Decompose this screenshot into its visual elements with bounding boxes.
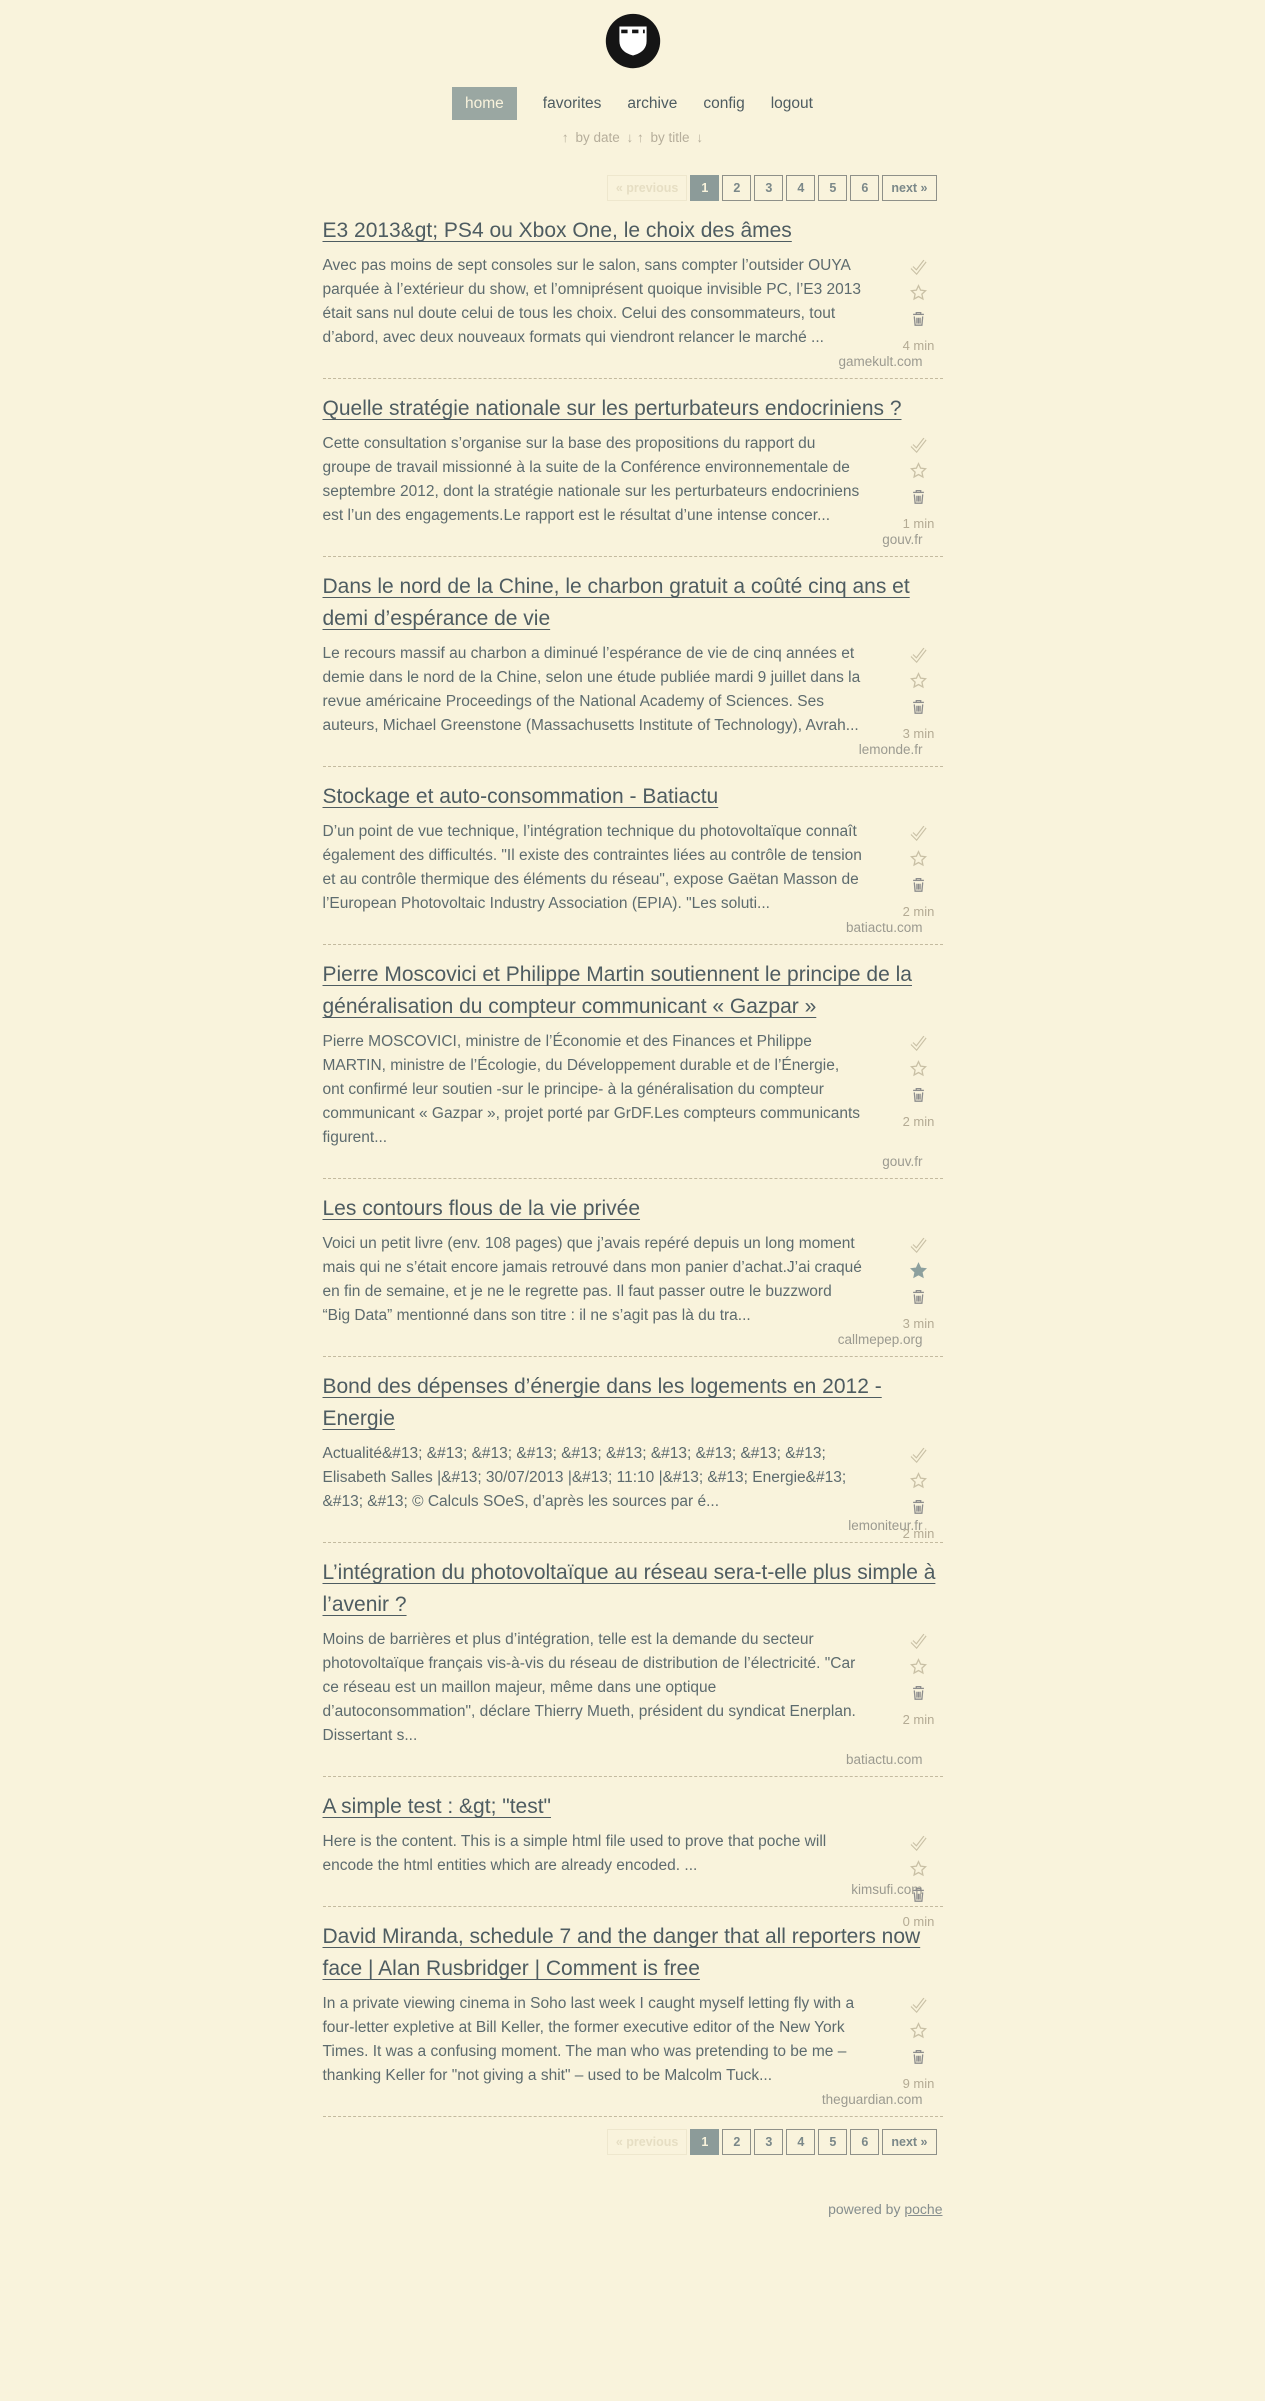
article-tools bbox=[897, 646, 941, 741]
article-body bbox=[322, 642, 943, 741]
reading-time: 2 min bbox=[902, 1526, 935, 1541]
page-number[interactable]: 5 bbox=[818, 175, 847, 201]
mark-read-button[interactable] bbox=[897, 1034, 941, 1060]
article-title bbox=[323, 1371, 943, 1435]
star-icon bbox=[910, 284, 927, 301]
check-icon bbox=[910, 1446, 927, 1463]
delete-button[interactable] bbox=[897, 2048, 941, 2074]
article-body bbox=[322, 1992, 943, 2091]
mark-read-button[interactable] bbox=[897, 1996, 941, 2022]
reading-time: 2 min bbox=[902, 1114, 935, 1129]
sort-by-title-label: by title bbox=[650, 130, 690, 145]
star-icon bbox=[910, 2022, 927, 2039]
article-title-link[interactable]: E3 2013&gt; PS4 ou Xbox One, le choix des âmes bbox=[322, 219, 792, 242]
source-domain: lemoniteur.fr bbox=[848, 1518, 923, 1533]
page-number[interactable]: 1 bbox=[690, 175, 719, 201]
page-number[interactable]: 5 bbox=[818, 2129, 847, 2155]
article-title bbox=[323, 1921, 943, 1985]
article-excerpt: In a private viewing cinema in Soho last week I caught myself letting fly with a four-letter expletive at Bill Keller, the former executive editor of the New York Times. It was a confusing moment. The man who was pretending to be me – thanking Keller for "not giving a shit" – used to be Malcolm Tuck... bbox=[322, 1995, 855, 2084]
page-number[interactable]: 2 bbox=[722, 175, 751, 201]
article-excerpt: Pierre MOSCOVICI, ministre de l’Économie et des Finances et Philippe MARTIN, ministre de l’Écologie, du Développement durable et de l’Énergie, ont confirmé leur soutien -sur le principe- à la généralisation du compteur communicant « Gazpar », projet porté par GrDF.Les compteurs communicants figurent... bbox=[322, 1033, 861, 1146]
article-body bbox=[323, 1030, 943, 1150]
article-title bbox=[323, 571, 943, 635]
article-entry bbox=[323, 215, 943, 379]
article-title-link[interactable]: L’intégration du photovoltaïque au réseau sera-t-elle plus simple à l’avenir ? bbox=[322, 1561, 936, 1616]
poche-pocket-logo-icon bbox=[604, 12, 662, 70]
article-excerpt: Actualité&#13; &#13; &#13; &#13; &#13; &#13; &#13; &#13; &#13; &#13; Elisabeth Salles |&#13; 30/07/2013 |&#13; 11:10 |&#13; &#13; Energie&#13; &#13; &#13; © Calculs SOeS, d’après les sources par é... bbox=[322, 1445, 847, 1510]
article-entry bbox=[323, 1371, 943, 1543]
article-tools bbox=[897, 1236, 941, 1331]
article-body bbox=[323, 1628, 943, 1748]
next-page-button[interactable]: next » bbox=[882, 175, 936, 201]
reading-time: 2 min bbox=[902, 904, 935, 919]
article-title bbox=[323, 215, 943, 247]
reading-time: 1 min bbox=[902, 516, 935, 531]
page-number[interactable]: 1 bbox=[690, 2129, 719, 2155]
mark-read-button[interactable] bbox=[897, 646, 941, 672]
star-icon bbox=[910, 1060, 927, 1077]
delete-button[interactable] bbox=[897, 488, 941, 514]
favorite-button[interactable] bbox=[897, 462, 941, 488]
article-tools bbox=[897, 1034, 941, 1129]
article-tools bbox=[897, 436, 941, 531]
next-page-button[interactable]: next » bbox=[882, 2129, 936, 2155]
star-icon bbox=[910, 1658, 927, 1675]
mark-read-button[interactable] bbox=[897, 824, 941, 850]
sort-by-date-label: by date bbox=[575, 130, 620, 145]
footer bbox=[323, 2155, 943, 2233]
delete-button[interactable] bbox=[897, 698, 941, 724]
header bbox=[323, 12, 943, 145]
trash-icon bbox=[910, 1498, 927, 1515]
favorite-button[interactable] bbox=[897, 672, 941, 698]
page-container bbox=[323, 0, 943, 2233]
source-domain: gouv.fr bbox=[882, 532, 923, 547]
sort-bar bbox=[323, 130, 943, 145]
star-icon bbox=[910, 1472, 927, 1489]
reading-time: 9 min bbox=[902, 2076, 935, 2091]
article-excerpt: Le recours massif au charbon a diminué l’espérance de vie de cinq années et demie dans le nord de la Chine, selon une étude publiée mardi 9 juillet dans la revue américaine Proceedings of the National Academy of Sciences. Ses auteurs, Michael Greenstone (Massachusetts Institute of Technology), Avrah... bbox=[322, 645, 861, 734]
sort-title-asc-button[interactable] bbox=[637, 130, 644, 145]
article-body bbox=[322, 254, 943, 353]
check-icon bbox=[910, 824, 927, 841]
powered-by-label: powered by bbox=[828, 2201, 901, 2217]
article-entry bbox=[323, 959, 943, 1179]
nav-item-home[interactable]: home bbox=[452, 87, 517, 120]
article-excerpt: Avec pas moins de sept consoles sur le salon, sans compter l’outsider OUYA parquée à l’extérieur du show, et l’omniprésent quoique invisible PC, l’E3 2013 était sans nul doute celui de tous les choix. Celui des consommateurs, tout d’abord, avec deux nouveaux formats qui viendront relancer le marché ... bbox=[322, 257, 862, 346]
check-icon bbox=[910, 646, 927, 663]
source-domain: gamekult.com bbox=[838, 354, 923, 369]
delete-button[interactable] bbox=[897, 1086, 941, 1112]
trash-icon bbox=[910, 1886, 927, 1903]
pagination-bottom bbox=[323, 2129, 943, 2155]
reading-time: 3 min bbox=[902, 1316, 935, 1331]
page-number-list bbox=[687, 2135, 879, 2149]
page-number[interactable]: 3 bbox=[754, 175, 783, 201]
delete-button[interactable] bbox=[897, 1886, 941, 1912]
article-title bbox=[323, 1193, 943, 1225]
page-number[interactable]: 3 bbox=[754, 2129, 783, 2155]
trash-icon bbox=[910, 876, 927, 893]
nav-item-config[interactable]: config bbox=[703, 95, 745, 112]
sort-date-asc-button[interactable] bbox=[562, 130, 569, 145]
source-domain: callmepep.org bbox=[837, 1332, 923, 1347]
favorite-button[interactable] bbox=[897, 2022, 941, 2048]
mark-read-button[interactable] bbox=[897, 1834, 941, 1860]
favorite-button[interactable] bbox=[897, 850, 941, 876]
article-tools bbox=[897, 1834, 941, 1929]
delete-button[interactable] bbox=[897, 310, 941, 336]
delete-button[interactable] bbox=[897, 1498, 941, 1524]
source-domain: kimsufi.com bbox=[851, 1882, 923, 1897]
reading-time: 4 min bbox=[902, 338, 935, 353]
trash-icon bbox=[910, 310, 927, 327]
poche-link[interactable]: poche bbox=[904, 2201, 943, 2217]
trash-icon bbox=[910, 1288, 927, 1305]
delete-button[interactable] bbox=[897, 1684, 941, 1710]
main-nav bbox=[323, 95, 943, 113]
nav-item-logout[interactable]: logout bbox=[770, 95, 813, 112]
mark-read-button[interactable] bbox=[897, 1236, 941, 1262]
previous-page-button[interactable]: « previous bbox=[607, 2129, 688, 2155]
article-title bbox=[323, 959, 943, 1023]
sort-date-desc-button[interactable] bbox=[627, 130, 634, 145]
arrow-down-icon: ↓ bbox=[696, 130, 704, 145]
nav-item-archive[interactable]: archive bbox=[627, 95, 678, 112]
trash-icon bbox=[910, 698, 927, 715]
article-excerpt: Here is the content. This is a simple html file used to prove that poche will encode the html entities which are already encoded. ... bbox=[322, 1833, 827, 1874]
article-entry bbox=[323, 393, 943, 557]
mark-read-button[interactable] bbox=[897, 436, 941, 462]
check-icon bbox=[910, 258, 927, 275]
check-icon bbox=[910, 1034, 927, 1051]
article-title bbox=[323, 1791, 943, 1823]
favorite-button[interactable] bbox=[897, 1472, 941, 1498]
article-excerpt: D’un point de vue technique, l’intégration technique du photovoltaïque connaît également des difficultés. "Il existe des contraintes liées au contrôle de tension et au contrôle thermique des éléments du réseau", expose Gaëtan Masson de l’European Photovoltaic Industry Association (EPIA). "Les soluti... bbox=[322, 823, 862, 912]
check-icon bbox=[910, 436, 927, 453]
arrow-up-icon: ↑ bbox=[561, 130, 569, 145]
article-tools bbox=[897, 1996, 941, 2091]
article-excerpt: Moins de barrières et plus d’intégration, telle est la demande du secteur photovoltaïque français vis-à-vis du réseau de distribution de l’électricité. "Car ce réseau est un maillon majeur, même dans une optique d’autoconsommation", déclare Thierry Mueth, président du syndicat Enerplan. Dissertant s... bbox=[322, 1631, 856, 1744]
reading-time: 2 min bbox=[902, 1712, 935, 1727]
favorite-button[interactable] bbox=[897, 1262, 941, 1288]
trash-icon bbox=[910, 2048, 927, 2065]
poche-logo bbox=[604, 12, 662, 70]
delete-button[interactable] bbox=[897, 876, 941, 902]
article-title bbox=[323, 393, 943, 425]
source-domain: batiactu.com bbox=[845, 920, 923, 935]
article-entry bbox=[323, 1193, 943, 1357]
mark-read-button[interactable] bbox=[897, 1446, 941, 1472]
article-tools bbox=[897, 1632, 941, 1727]
favorite-button[interactable] bbox=[897, 284, 941, 310]
article-list bbox=[323, 215, 943, 2117]
favorite-button[interactable] bbox=[897, 1860, 941, 1886]
source-domain: batiactu.com bbox=[845, 1752, 923, 1767]
favorite-button[interactable] bbox=[897, 1060, 941, 1086]
check-icon bbox=[910, 1632, 927, 1649]
article-body bbox=[322, 820, 943, 919]
article-title-link[interactable]: David Miranda, schedule 7 and the danger that all reporters now face | Alan Rusbridger | Comment is free bbox=[322, 1925, 921, 1980]
article-title-link[interactable]: Quelle stratégie nationale sur les perturbateurs endocriniens ? bbox=[322, 397, 902, 420]
article-tools bbox=[897, 1446, 941, 1541]
article-entry bbox=[323, 1921, 943, 2117]
previous-page-button[interactable]: « previous bbox=[607, 175, 688, 201]
article-entry bbox=[322, 1791, 943, 1929]
pagination-top bbox=[323, 175, 943, 201]
reading-time: 0 min bbox=[902, 1914, 935, 1929]
star-icon bbox=[910, 1860, 927, 1877]
star-icon bbox=[910, 1262, 927, 1279]
check-icon bbox=[910, 1996, 927, 2013]
source-domain: gouv.fr bbox=[882, 1154, 923, 1169]
page-number-list bbox=[687, 181, 879, 195]
article-title-link[interactable]: Pierre Moscovici et Philippe Martin soutiennent le principe de la généralisation du compteur communicant « Gazpar » bbox=[322, 963, 912, 1018]
favorite-button[interactable] bbox=[897, 1658, 941, 1684]
page-number[interactable]: 4 bbox=[786, 2129, 815, 2155]
article-title-link[interactable]: Bond des dépenses d’énergie dans les logements en 2012 - Energie bbox=[322, 1375, 882, 1430]
reading-time: 3 min bbox=[902, 726, 935, 741]
delete-button[interactable] bbox=[897, 1288, 941, 1314]
article-entry bbox=[323, 571, 943, 767]
star-icon bbox=[910, 850, 927, 867]
trash-icon bbox=[910, 1086, 927, 1103]
page-number[interactable]: 6 bbox=[850, 2129, 879, 2155]
article-title-link[interactable]: Les contours flous de la vie privée bbox=[322, 1197, 641, 1220]
source-domain: lemonde.fr bbox=[858, 742, 923, 757]
arrow-up-icon: ↑ bbox=[637, 130, 644, 145]
check-icon bbox=[910, 1834, 927, 1851]
article-tools bbox=[897, 258, 941, 353]
article-title bbox=[323, 1557, 943, 1621]
sort-title-desc-button[interactable] bbox=[696, 130, 703, 145]
article-body bbox=[322, 432, 943, 531]
mark-read-button[interactable] bbox=[897, 1632, 941, 1658]
trash-icon bbox=[910, 488, 927, 505]
page-number[interactable]: 6 bbox=[850, 175, 879, 201]
mark-read-button[interactable] bbox=[897, 258, 941, 284]
page-number[interactable]: 4 bbox=[786, 175, 815, 201]
article-title bbox=[323, 781, 943, 813]
article-body bbox=[322, 1232, 943, 1331]
check-icon bbox=[910, 1236, 927, 1253]
article-tools bbox=[897, 824, 941, 919]
arrow-down-icon: ↓ bbox=[626, 130, 634, 145]
article-title-link[interactable]: A simple test : &gt; "test" bbox=[322, 1795, 551, 1818]
star-icon bbox=[910, 462, 927, 479]
article-excerpt: Voici un petit livre (env. 108 pages) que j’avais repéré depuis un long moment mais qui ne s’était encore jamais retrouvé dans mon panier d’achat.J’ai craqué en fin de semaine, et je ne le regrette pas. Il faut passer outre le buzzword “Big Data” mentionné dans son titre : il ne s’agit pas là du tra... bbox=[322, 1235, 862, 1324]
article-entry bbox=[323, 781, 943, 945]
trash-icon bbox=[910, 1684, 927, 1701]
article-excerpt: Cette consultation s’organise sur la base des propositions du rapport du groupe de travail missionné à la suite de la Conférence environnementale de septembre 2012, dont la stratégie nationale sur les perturbateurs endocriniens est l’un des engagements.Le rapport est le résultat d’une intense concer... bbox=[322, 435, 860, 524]
nav-item-favorites[interactable]: favorites bbox=[542, 95, 602, 112]
source-domain: theguardian.com bbox=[821, 2092, 923, 2107]
page-number[interactable]: 2 bbox=[722, 2129, 751, 2155]
star-icon bbox=[910, 672, 927, 689]
article-title-link[interactable]: Stockage et auto-consommation - Batiactu bbox=[322, 785, 719, 808]
article-entry bbox=[323, 1557, 943, 1777]
article-title-link[interactable]: Dans le nord de la Chine, le charbon gratuit a coûté cinq ans et demi d’espérance de vie bbox=[322, 575, 910, 630]
